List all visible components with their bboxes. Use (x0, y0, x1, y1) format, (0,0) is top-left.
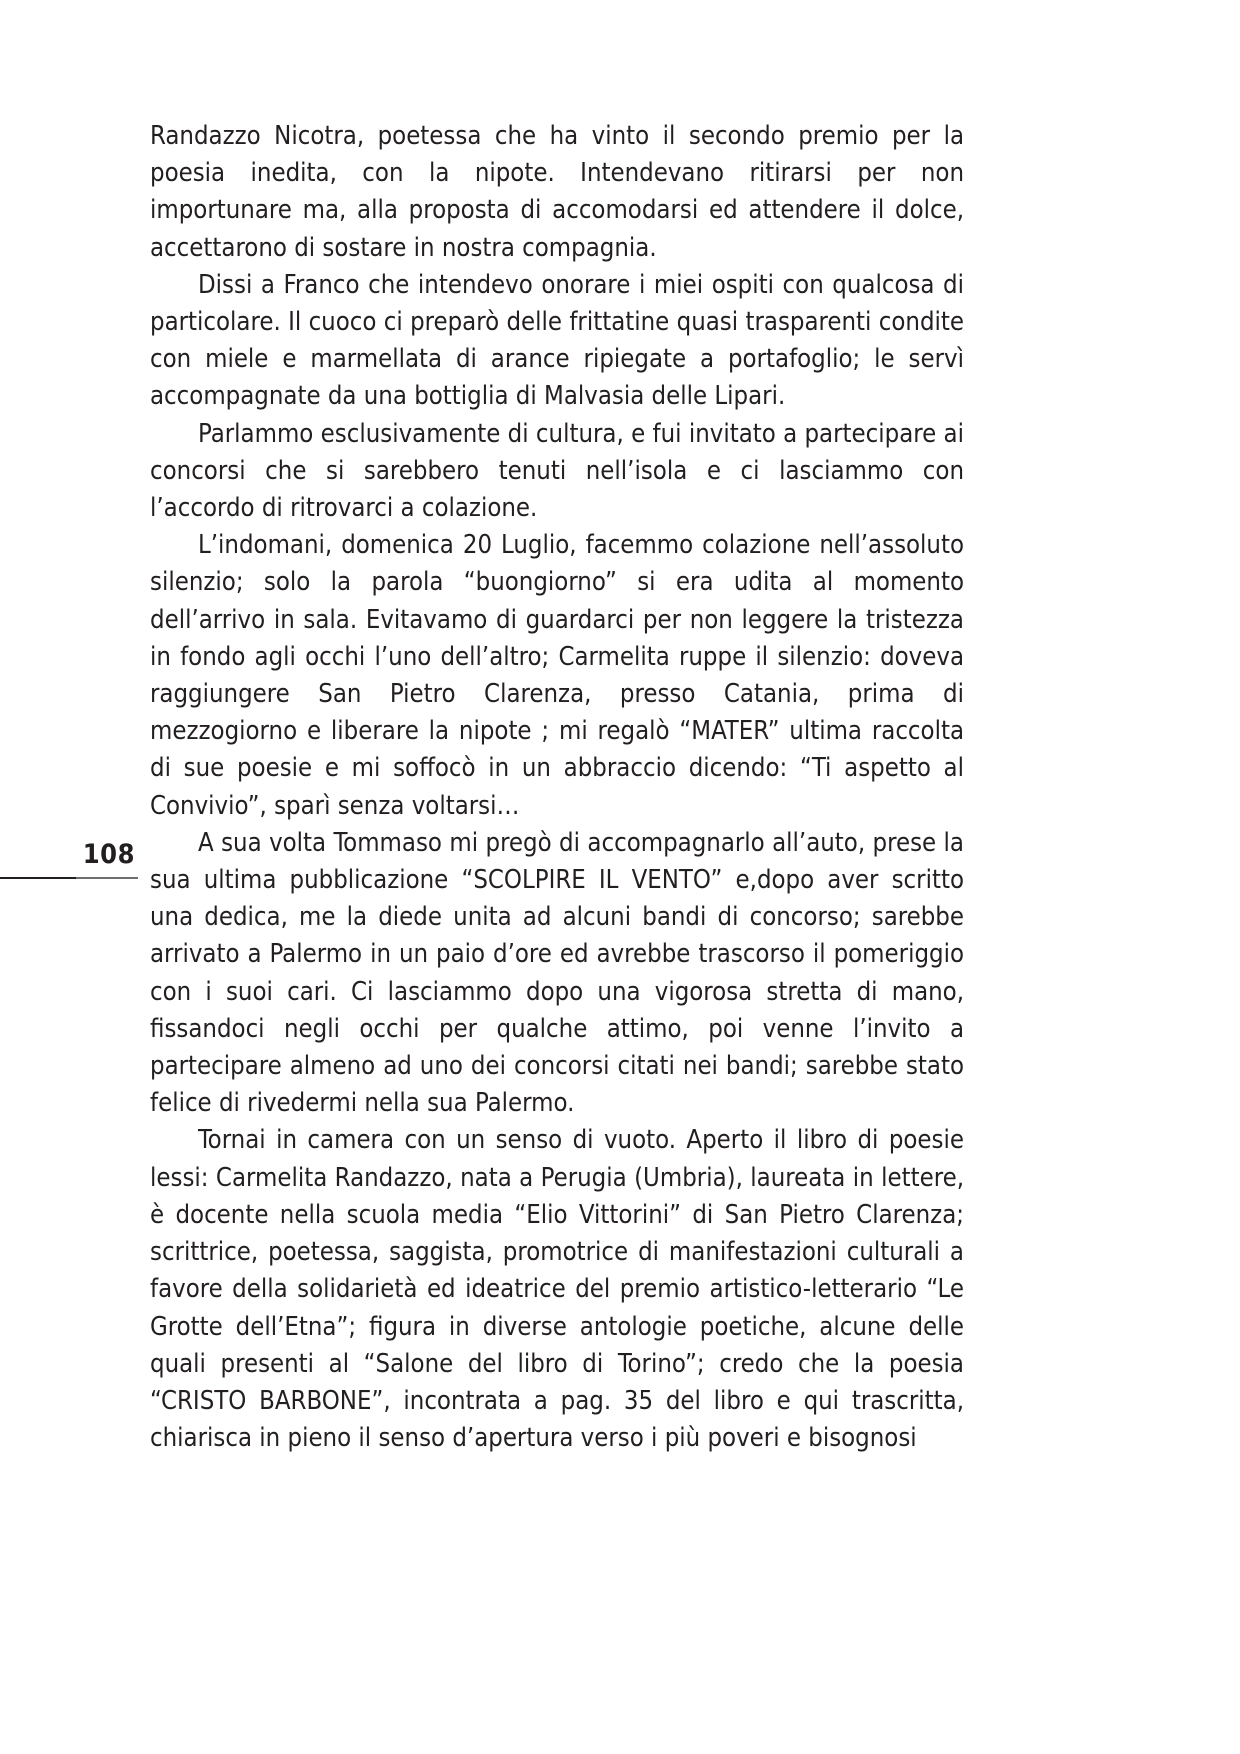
paragraph: L’indomani, domenica 20 Luglio, facemmo colazione nell’assoluto silenzio; solo la parola “buongiorno” si era udita al momento dell’arrivo in sala. Evitavamo di guardarci per non leggere la tristezza in fondo agli occhi l’uno dell’altro; Carmelita ruppe il silenzio: doveva raggiungere San Pietro Clarenza, presso Catania, prima di mezzogiorno e liberare la nipote ; mi regalò “MATER” ultima raccolta di sue poesie e mi soffocò in un abbraccio dicendo: “Ti aspetto al Convivio”, sparì senza voltarsi… (150, 530, 964, 821)
paragraph: Tornai in camera con un senso di vuoto. Aperto il libro di poesie lessi: Carmelita Randazzo, nata a Perugia (Umbria), laureata in lettere, è docente nella scuola media “Elio Vittorini” di San Pietro Clarenza; scrittrice, poetessa, saggista, promotrice di manifestazioni culturali a favore della solidarietà ed ideatrice del premio artistico-letterario “Le Grotte dell’Etna”; figura in diverse antologie poetiche, alcune delle quali presenti al “Salone del libro di Torino”; credo che la poesia “CRISTO BARBONE”, incontrata a pag. 35 del libro e qui trascritta, chiarisca in pieno il senso d’apertura verso i più poveri e bisognosi (150, 1125, 964, 1454)
page-number-rule (0, 877, 138, 879)
page-number-block (0, 838, 138, 879)
paragraph: A sua volta Tommaso mi pregò di accompagnarlo all’auto, prese la sua ultima pubblicazione “SCOLPIRE IL VENTO” e,dopo aver scritto una dedica, me la diede unita ad alcuni bandi di concorso; sarebbe arrivato a Palermo in un paio d’ore ed avrebbe trascorso il pomeriggio con i suoi cari. Ci lasciammo dopo una vigorosa stretta di mano, fissandoci negli occhi per qualche attimo, poi venne l’invito a partecipare almeno ad uno dei concorsi citati nei bandi; sarebbe stato felice di rivedermi nella sua Palermo. (150, 827, 964, 1119)
paragraph: Randazzo Nicotra, poetessa che ha vinto il secondo premio per la poesia inedita, con la nipote. Intendevano ritirarsi per non importunare ma, alla proposta di accomodarsi ed attendere il dolce, accettarono di sostare in nostra compagnia. (150, 121, 964, 263)
page-number: 108 (82, 839, 135, 870)
body-text-column (150, 118, 964, 1457)
paragraph: Parlammo esclusivamente di cultura, e fui invitato a partecipare ai concorsi che si sarebbero tenuti nell’isola e ci lasciammo con l’accordo di ritrovarci a colazione. (150, 418, 964, 524)
paragraph: Dissi a Franco che intendevo onorare i miei ospiti con qualcosa di particolare. Il cuoco ci preparò delle frittatine quasi trasparenti condite con miele e marmellata di arance ripiegate a portafoglio; le servì accompagnate da una bottiglia di Malvasia delle Lipari. (150, 269, 964, 412)
